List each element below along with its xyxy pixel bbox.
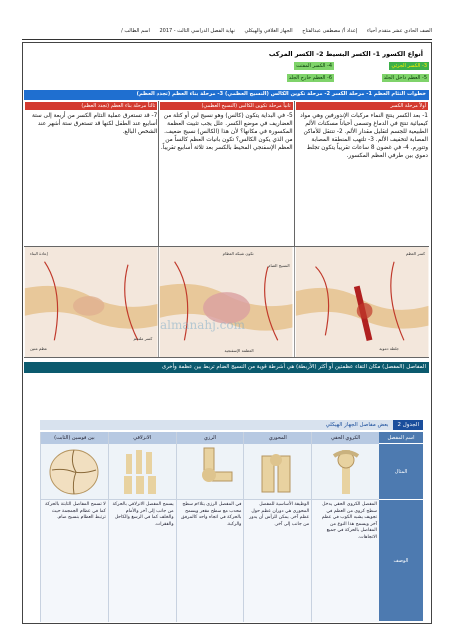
fracture-types-labels [229, 60, 429, 86]
hinge-joint-image [177, 444, 244, 500]
row-header: اسم المفصل [379, 432, 423, 444]
table-number: الجدول 2 [393, 420, 423, 430]
image-caption: كسر العظم [405, 251, 425, 256]
image-caption: تكون شبكة العظام [222, 251, 254, 256]
fracture-illustration [294, 247, 429, 357]
joint-column [40, 432, 108, 622]
image-caption: العظمة الإسفنجية [224, 348, 254, 353]
joint-column [176, 432, 244, 622]
fractured-bone-image [295, 247, 429, 357]
healing-phases [24, 101, 429, 246]
phase-heading: أولاً مرحلة الكسر [296, 102, 428, 110]
remodel-illustration [24, 247, 158, 357]
image-caption: عظم متين [30, 346, 48, 351]
gliding-joint-image [109, 444, 176, 500]
joints-table [40, 432, 423, 622]
header-term: نهاية الفصل الدراسي الثالث - 2017 [159, 28, 235, 34]
pivot-joint-image [244, 444, 311, 500]
joint-name: الرزي [177, 432, 244, 444]
phase-heading: ثالثاً مرحلة بناء العظم (تجدد العظم) [25, 102, 157, 110]
joint-name: الكروي الحقي [312, 432, 379, 444]
fracture-type-label: 6- العظم خارج الجلد [288, 75, 332, 81]
image-caption: إعادة البناء [30, 251, 48, 256]
joints-table-title [40, 420, 423, 430]
row-header: الوصف [379, 500, 423, 622]
ball-socket-joint-image [312, 444, 379, 500]
table-title: بعض مفاصل الجهاز الهيكلي [325, 422, 389, 428]
fracture-type-label: 3- الكسر الجزئي [391, 63, 427, 69]
header-unit: الجهاز الغلافي والهيكلي [244, 28, 293, 34]
joints-definition: المفاصل (المفصل) مكان التقاء عظمتين أو أكثر (الأربطة) هي أشرطة قوية من النسيج الضام تربط بين عظمة وأخرى [24, 362, 429, 373]
header-teacher: إعداد أ/ مصطفى عبدالفتاح [302, 28, 358, 34]
phase-text: 1- بعد الكسر ينتج النماء مركبات الإندورفين وهي مواد كيميائية تنتج في الدماغ وتسمى أحياناً مسكنات الألم الطبيعية للجسم لتقليل مقدار الألم. 2- تنتقل للأماكن المصابة لتخفيف الألم. 3- تلتهب المنطقة المصابة وتتورم. 4- في غضون 8 ساعات تقريباً يتكون تجلط دموي بين طرفي العظم المكسور. [300, 113, 428, 159]
joint-name: بين فوسين (الثابت) [41, 432, 108, 444]
joint-column [311, 432, 379, 622]
watermark: almanahj.com [160, 318, 245, 332]
image-caption: كسر ملتحم [133, 336, 153, 341]
healing-steps-title: خطوات التئام العظم 1- مرحلة الكسر 2- مرحلة تكوين الكالس (النسيج العظمي) 3- مرحلة بناء العظم (تجدد العظم) [24, 90, 429, 100]
fracture-type-label: 5- العظم داخل الجلد [383, 75, 427, 81]
header-grade: الصف الحادي عشر متقدم أحياء [366, 28, 432, 34]
joint-name: المحوري [244, 432, 311, 444]
fixed-joint-image [41, 444, 108, 500]
phase-fracture [294, 101, 429, 246]
joint-description: لا تسمح المفاصل الثابتة بالحركة كما في عظام الجمجمة حيث ترتبط العظام بنسيج ضام. [41, 500, 108, 622]
phase-text: 5- في البداية يتكون (كالس) وهو نسيج لين أو كتلة من الغضاريف في موضع الكسر. علل يجب تثبيت العظمة المكسورة في مكانها؟ لأن هذا (الكالس) نسيج ضعيف. من الذي يكون الكالس؟ تكون بانيات العظم كالساً من العظم الإسفنجي المحيط بالكسر بعد ثلاثة أسابيع تقريباً. [160, 113, 293, 151]
image-caption: النسيج الضام [268, 263, 290, 268]
phase-callus [158, 101, 293, 246]
page-header [22, 28, 432, 40]
image-caption: جلطة دموية [379, 346, 399, 351]
fracture-type-label: 4- الكسر المفتت [296, 63, 332, 69]
joint-column [243, 432, 311, 622]
healing-illustrations [24, 246, 429, 358]
phase-remodel [24, 101, 158, 246]
joint-name: الانزلاقي [109, 432, 176, 444]
phase-heading: ثانياً مرحلة تكوين الكالس (النسيج العظمي) [160, 102, 292, 110]
fracture-types-title: أنواع الكسور 1- الكسر البسيط 2- الكسر المركب [268, 50, 423, 58]
header-student: اسم الطالب / [121, 28, 150, 34]
row-header: المثال [379, 444, 423, 500]
joint-description: يسمح المفصل الانزلاقي بالحركة من جانب إلى آخر والأمام والخلف كما في الرسغ والكاحل والفقرات. [109, 500, 176, 622]
row-headers [379, 432, 423, 622]
joint-description: المفصل الكروي الحقي يدخل سطح كروي من العظم في تجويف يشبه الكوب في عظم آخر ويسمح هذا النوع من المفاصل بالحركة في جميع الاتجاهات. [312, 500, 379, 622]
joint-description: الوظيفة الأساسية للمفصل المحوري هي دوران عظم حول عظم آخر. يمكن للرأس أن يدور من جانب إلى آخر. [244, 500, 311, 622]
phase-text: 7- قد تستغرق عملية التئام الكسر من أربعة إلى ستة أسابيع عند الطفل لكنها قد تستغرق ستة أشهر عند الشخص البالغ. [31, 113, 158, 135]
joint-description: في المفصل الرزي يتلاءم سطح محدب مع سطح مقعر ويسمح بالحركة في اتجاه واحد كالمرفق والركبة. [177, 500, 244, 622]
callus-illustration [158, 247, 293, 357]
joint-column [108, 432, 176, 622]
